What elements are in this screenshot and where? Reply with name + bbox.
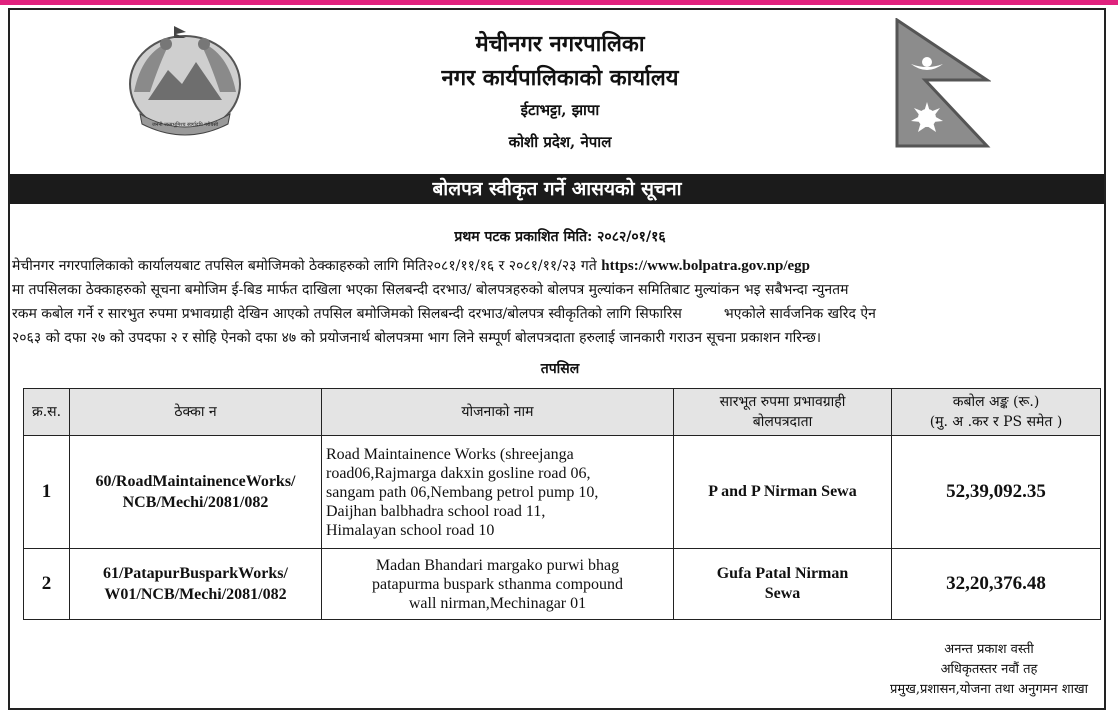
paragraph-text: रकम कबोल गर्ने र सारभुत रुपमा प्रभावग्राही देखिन आएको तपसिल बमोजिमको सिलबन्दी दरभाउ/बोलपत्र स्वीकृतिको लागि सिफारिस <box>12 306 682 322</box>
row-amount: 32,20,376.48 <box>892 549 1101 620</box>
signatory-name: अनन्त प्रकाश वस्ती <box>944 642 1034 657</box>
row-sn: 2 <box>24 549 70 620</box>
header-sn: क्र.स. <box>24 389 70 436</box>
egp-url-link[interactable]: https://www.bolpatra.gov.np/egp <box>601 258 811 274</box>
contracts-table <box>23 388 1101 620</box>
paragraph-text: भएकोले सार्वजनिक खरिद ऐन <box>723 306 876 322</box>
government-emblem-icon <box>120 22 250 140</box>
published-date: प्रथम पटक प्रकाशित मिति: २०८२/०१/१६ <box>454 229 666 245</box>
paragraph-text: मेचीनगर नगरपालिकाको कार्यालयबाट तपसिल बमोजिमको ठेक्काहरुको लागि मिति२०८१/११/१६ र २०८१/११/२३ गते <box>12 258 597 274</box>
signature-block <box>890 640 1088 700</box>
header-bidder: सारभूत रुपमा प्रभावग्राही बोलपत्रदाता <box>674 389 892 436</box>
table-row <box>24 436 1101 549</box>
paragraph-line-1 <box>12 254 1106 278</box>
office-location: ईटाभट्टा, झापा <box>520 101 600 119</box>
office-province: कोशी प्रदेश, नेपाल <box>508 133 612 151</box>
notice-title: बोलपत्र स्वीकृत गर्ने आसयको सूचना <box>10 174 1104 204</box>
header-amount: कबोल अङ्क (रू.) (मु. अ .कर र PS समेत ) <box>892 389 1101 436</box>
row-sn: 1 <box>24 436 70 549</box>
header-project-name: योजनाको नाम <box>322 389 674 436</box>
nepal-flag-icon <box>895 18 991 150</box>
signatory-rank: अधिकृतस्तर नवौं तह <box>940 662 1038 677</box>
row-bidder: Gufa Patal Nirman Sewa <box>674 549 892 620</box>
row-bidder: P and P Nirman Sewa <box>674 436 892 549</box>
row-amount: 52,39,092.35 <box>892 436 1101 549</box>
paragraph-line-3 <box>12 302 1106 326</box>
row-contract-no: 61/PatapurBusparkWorks/ W01/NCB/Mechi/2081/082 <box>70 549 322 620</box>
table-row <box>24 549 1101 620</box>
paragraph-line-4: २०६३ को दफा २७ को उपदफा २ र सोहि ऐनको दफा ४७ को प्रयोजनार्थ बोलपत्रमा भाग लिने सम्पूर्ण बोलपत्रदाता हरुलाई जानकारी गराउन सूचना प्रकाशन गरिन्छ। <box>12 330 822 346</box>
details-title: तपसिल <box>540 361 580 377</box>
office-name: नगर कार्यपालिकाको कार्यालय <box>441 65 679 91</box>
row-contract-no: 60/RoadMaintainenceWorks/ NCB/Mechi/2081/082 <box>70 436 322 549</box>
municipality-name: मेचीनगर नगरपालिका <box>475 31 645 57</box>
emblem-motto: जननी जन्मभूमिश्च स्वर्गादपि गरीयसी <box>151 122 219 128</box>
signatory-post: प्रमुख,प्रशासन,योजना तथा अनुगमन शाखा <box>890 682 1088 697</box>
table-header-row <box>24 389 1101 436</box>
header-contract-no: ठेक्का न <box>70 389 322 436</box>
top-accent-bar <box>0 0 1118 5</box>
paragraph-line-2: मा तपसिलका ठेक्काहरुको सूचना बमोजिम ई-बिड मार्फत दाखिला भएका सिलबन्दी दरभाउ/ बोलपत्रहरुको बोलपत्र मुल्यांकन समितिबाट मुल्यांकन भइ सबैभन्दा न्युनतम <box>12 282 849 298</box>
notice-paragraph <box>12 254 1106 350</box>
row-project-name: Road Maintainence Works (shreejanga road06,Rajmarga dakxin gosline road 06, sangam path 06,Nembang petrol pump 10, Daijhan balbhadra school road 11, Himalayan school road 10 <box>322 436 674 549</box>
row-project-name: Madan Bhandari margako purwi bhag patapurma buspark sthanma compound wall nirman,Mechinagar 01 <box>322 549 674 620</box>
